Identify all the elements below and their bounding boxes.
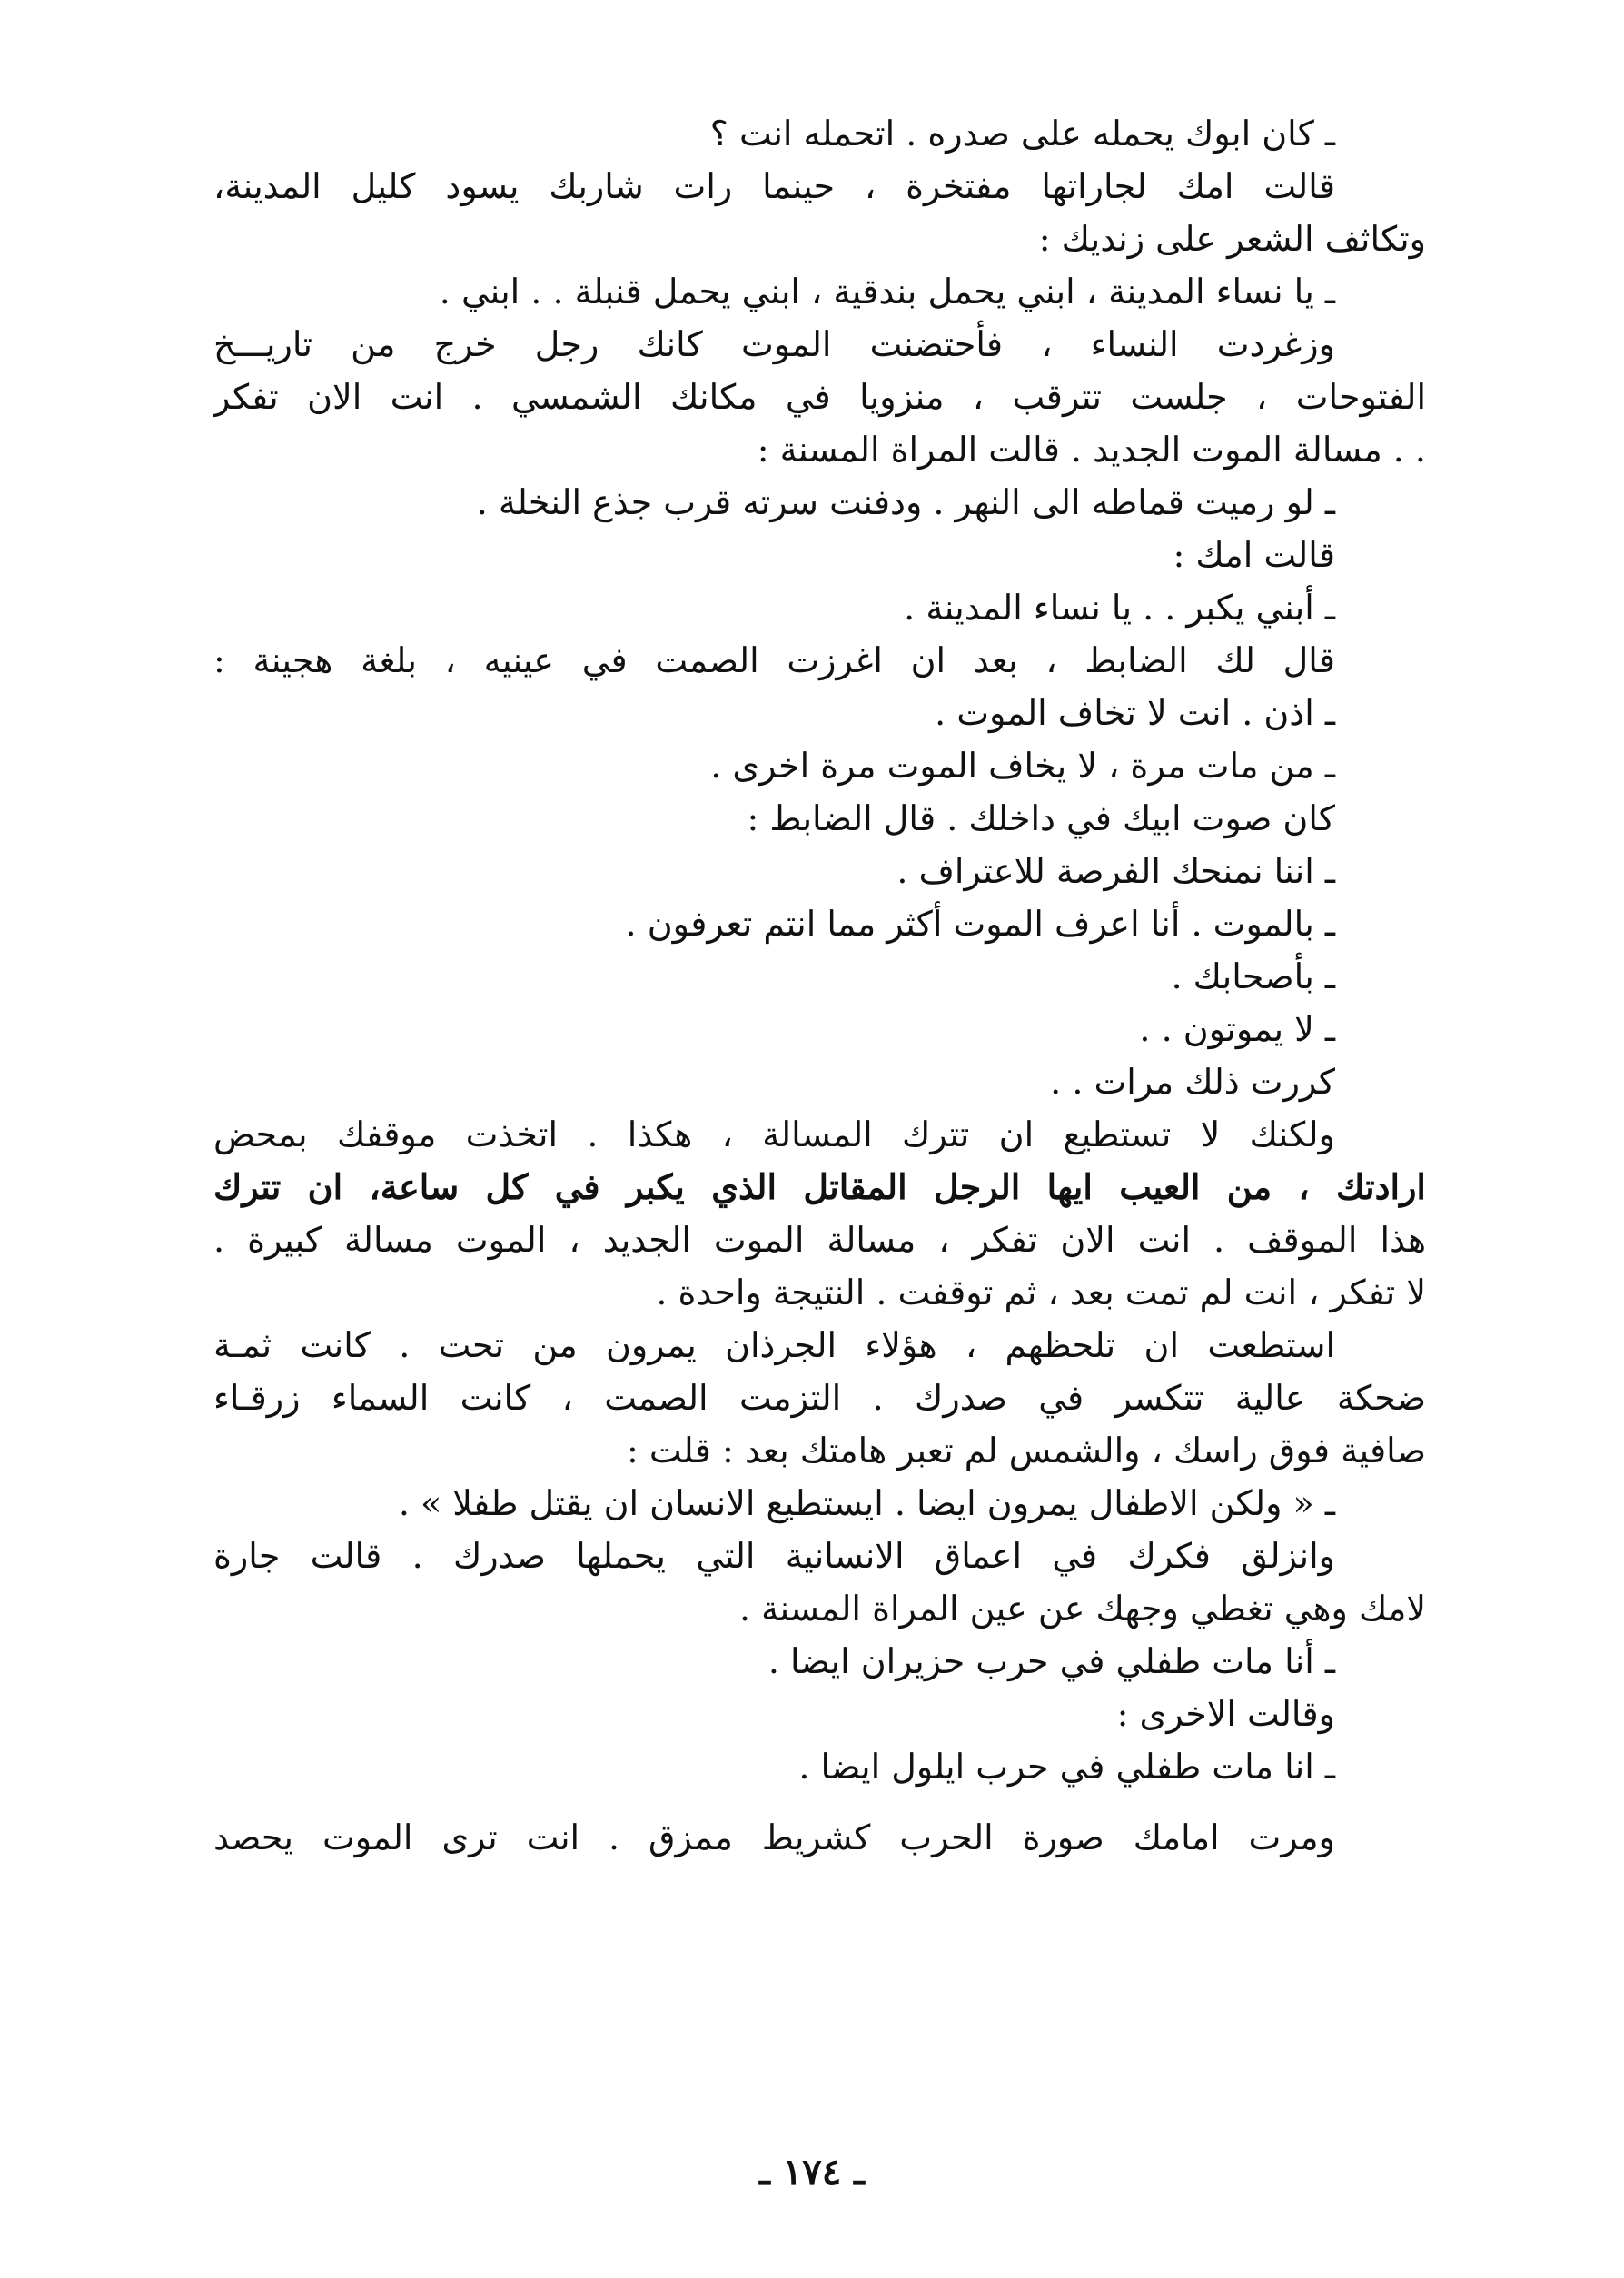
text-line: هذا الموقف . انت الان تفكر ، مسالة الموت الجديد ، الموت مسالة كبيرة .: [213, 1220, 1426, 1260]
text-line: ـ من مات مرة ، لا يخاف الموت مرة اخرى .: [710, 746, 1335, 786]
text-line: وقالت الاخرى :: [1116, 1694, 1335, 1734]
text-line: ـ لا يموتون . .: [1139, 1009, 1335, 1049]
text-line: ـ لو رميت قماطه الى النهر . ودفنت سرته قرب جذع النخلة .: [476, 482, 1335, 522]
text-line: ارادتك ، من العيب ايها الرجل المقاتل الذي يكبر في كل ساعة، ان تترك: [213, 1166, 1426, 1207]
text-line: ـ بالموت . أنا اعرف الموت أكثر مما انتم تعرفون .: [625, 904, 1335, 944]
text-line: ـ انا مات طفلي في حرب ايلول ايضا .: [798, 1747, 1335, 1787]
text-line: وزغردت النساء ، فأحتضنت الموت كانك رجل خرج من تاريـــخ: [213, 324, 1335, 364]
body-text: [213, 107, 1426, 1864]
text-line: قال لك الضابط ، بعد ان اغرزت الصمت في عينيه ، بلغة هجينة :: [213, 640, 1335, 680]
text-line: وتكاثف الشعر على زنديك :: [1038, 219, 1426, 259]
text-line: ـ « ولكن الاطفال يمرون ايضا . ايستطيع الانسان ان يقتل طفلا » .: [398, 1483, 1335, 1523]
text-line: . . مسالة الموت الجديد . قالت المراة المسنة :: [757, 430, 1426, 470]
text-line: استطعت ان تلحظهم ، هؤلاء الجرذان يمرون من تحت . كانت ثمـة: [213, 1325, 1336, 1365]
text-line: ـ أنا مات طفلي في حرب حزيران ايضا .: [767, 1641, 1335, 1681]
text-line: ـ يا نساء المدينة ، ابني يحمل بندقية ، ابني يحمل قنبلة . . ابني .: [439, 272, 1335, 312]
text-line: صافية فوق راسك ، والشمس لم تعبر هامتك بعد : قلت :: [626, 1431, 1426, 1471]
text-line: كان صوت ابيك في داخلك . قال الضابط :: [747, 798, 1335, 838]
text-line: ـ اننا نمنحك الفرصة للاعتراف .: [896, 851, 1335, 891]
text-line: ـ كان ابوك يحمله على صدره . اتحمله انت ؟: [709, 114, 1335, 154]
text-line: قالت امك :: [1173, 535, 1335, 575]
text-line: قالت امك لجاراتها مفتخرة ، حينما رات شاربك يسود كليل المدينة،: [213, 166, 1335, 206]
text-line: لا تفكر ، انت لم تمت بعد ، ثم توقفت . النتيجة واحدة .: [656, 1273, 1426, 1312]
text-line: ـ اذن . انت لا تخاف الموت .: [935, 693, 1335, 733]
text-line: وانزلق فكرك في اعماق الانسانية التي يحملها صدرك . قالت جارة: [213, 1536, 1335, 1576]
page-number: ـ ١٧٤ ـ: [759, 2151, 865, 2194]
text-line: كررت ذلك مرات . .: [1050, 1062, 1335, 1102]
text-line: ضحكة عالية تتكسر في صدرك . التزمت الصمت ، كانت السماء زرقـاء: [213, 1378, 1426, 1418]
text-line: ـ بأصحابك .: [1171, 956, 1335, 996]
text-line: الفتوحات ، جلست تترقب ، منزويا في مكانك الشمسي . انت الان تفكر: [213, 377, 1426, 417]
text-line: ولكنك لا تستطيع ان تترك المسالة ، هكذا . اتخذت موقفك بمحض: [213, 1114, 1335, 1154]
text-line: ومرت امامك صورة الحرب كشريط ممزق . انت ترى الموت يحصد: [213, 1817, 1335, 1857]
text-line: ـ أبني يكبر . . يا نساء المدينة .: [904, 588, 1335, 628]
text-line: لامك وهي تغطي وجهك عن عين المراة المسنة .: [738, 1589, 1426, 1629]
